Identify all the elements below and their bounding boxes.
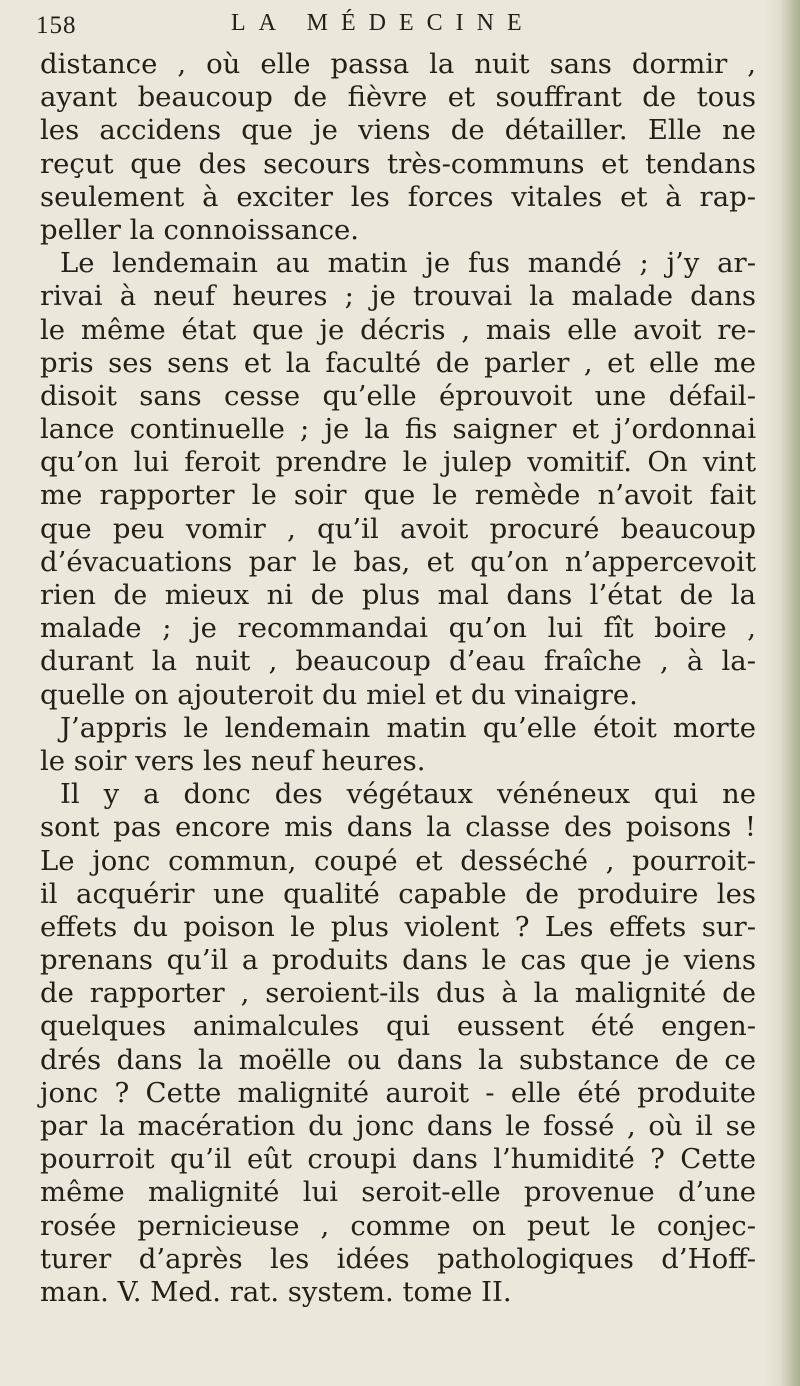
text-line: turer d’après les idées pathologiques d’Hoff- xyxy=(40,1242,756,1275)
text-line: rivai à neuf heures ; je trouvai la malade dans xyxy=(40,280,756,313)
running-title: LA MÉDECINE xyxy=(231,10,535,36)
text-line: pourroit qu’il eût croupi dans l’humidité ? Cette xyxy=(40,1143,756,1176)
text-line: qu’on lui feroit prendre le julep vomitif. On vint xyxy=(40,446,756,479)
text-line: même malignité lui seroit-elle provenue d’une xyxy=(40,1176,756,1209)
text-line: sont pas encore mis dans la classe des poisons ! xyxy=(40,811,756,844)
text-line: durant la nuit , beaucoup d’eau fraîche , à la- xyxy=(40,645,756,678)
text-line: rosée pernicieuse , comme on peut le conjec- xyxy=(40,1209,756,1242)
running-head xyxy=(36,10,756,46)
binding-edge xyxy=(764,0,800,1386)
text-line: les accidens que je viens de détailler. Elle ne xyxy=(40,114,756,147)
text-line: quelle on ajouteroit du miel et du vinaigre. xyxy=(40,678,638,711)
text-line: pris ses sens et la faculté de parler , et elle me xyxy=(40,346,756,379)
text-line: J’appris le lendemain matin qu’elle étoit morte xyxy=(60,711,756,744)
text-line: Il y a donc des végétaux vénéneux qui ne xyxy=(60,778,756,811)
text-line: peller la connoissance. xyxy=(40,213,360,246)
text-line: prenans qu’il a produits dans le cas que je viens xyxy=(40,944,756,977)
text-line: Le lendemain au matin je fus mandé ; j’y ar- xyxy=(60,247,756,280)
text-line: lance continuelle ; je la fis saigner et j’ordonnai xyxy=(40,413,756,446)
text-line: malade ; je recommandai qu’on lui fît boire , xyxy=(40,612,756,645)
text-line: effets du poison le plus violent ? Les effets sur- xyxy=(40,910,756,943)
text-line: par la macération du jonc dans le fossé , où il se xyxy=(40,1110,756,1142)
text-line: Le jonc commun, coupé et desséché , pourroit- xyxy=(40,844,756,877)
text-line: seulement à exciter les forces vitales et à rap- xyxy=(40,180,756,213)
text-line: reçut que des secours très-communs et tendans xyxy=(40,147,756,180)
text-line: le soir vers les neuf heures. xyxy=(40,744,426,777)
text-line: il acquérir une qualité capable de produire les xyxy=(40,877,756,910)
text-line: me rapporter le soir que le remède n’avoit fait xyxy=(40,479,756,512)
body-text xyxy=(40,48,756,1309)
text-line: distance , où elle passa la nuit sans dormir , xyxy=(40,48,756,80)
text-line: rien de mieux ni de plus mal dans l’état de la xyxy=(40,579,756,611)
text-line: que peu vomir , qu’il avoit procuré beaucoup xyxy=(40,512,756,545)
page-number: 158 xyxy=(36,12,77,39)
text-line: man. V. Med. rat. system. tome II. xyxy=(40,1275,512,1308)
text-line: quelques animalcules qui eussent été engen- xyxy=(40,1010,756,1043)
text-line: drés dans la moëlle ou dans la substance de ce xyxy=(40,1043,756,1076)
text-line: le même état que je décris , mais elle avoit re- xyxy=(40,313,756,346)
text-line: disoit sans cesse qu’elle éprouvoit une défail- xyxy=(40,379,756,412)
text-line: ayant beaucoup de fièvre et souffrant de tous xyxy=(40,81,756,114)
text-line: d’évacuations par le bas, et qu’on n’appercevoit xyxy=(40,545,756,578)
text-line: de rapporter , seroient-ils dus à la malignité de xyxy=(40,977,756,1010)
text-line: jonc ? Cette malignité auroit - elle été produite xyxy=(40,1076,756,1109)
